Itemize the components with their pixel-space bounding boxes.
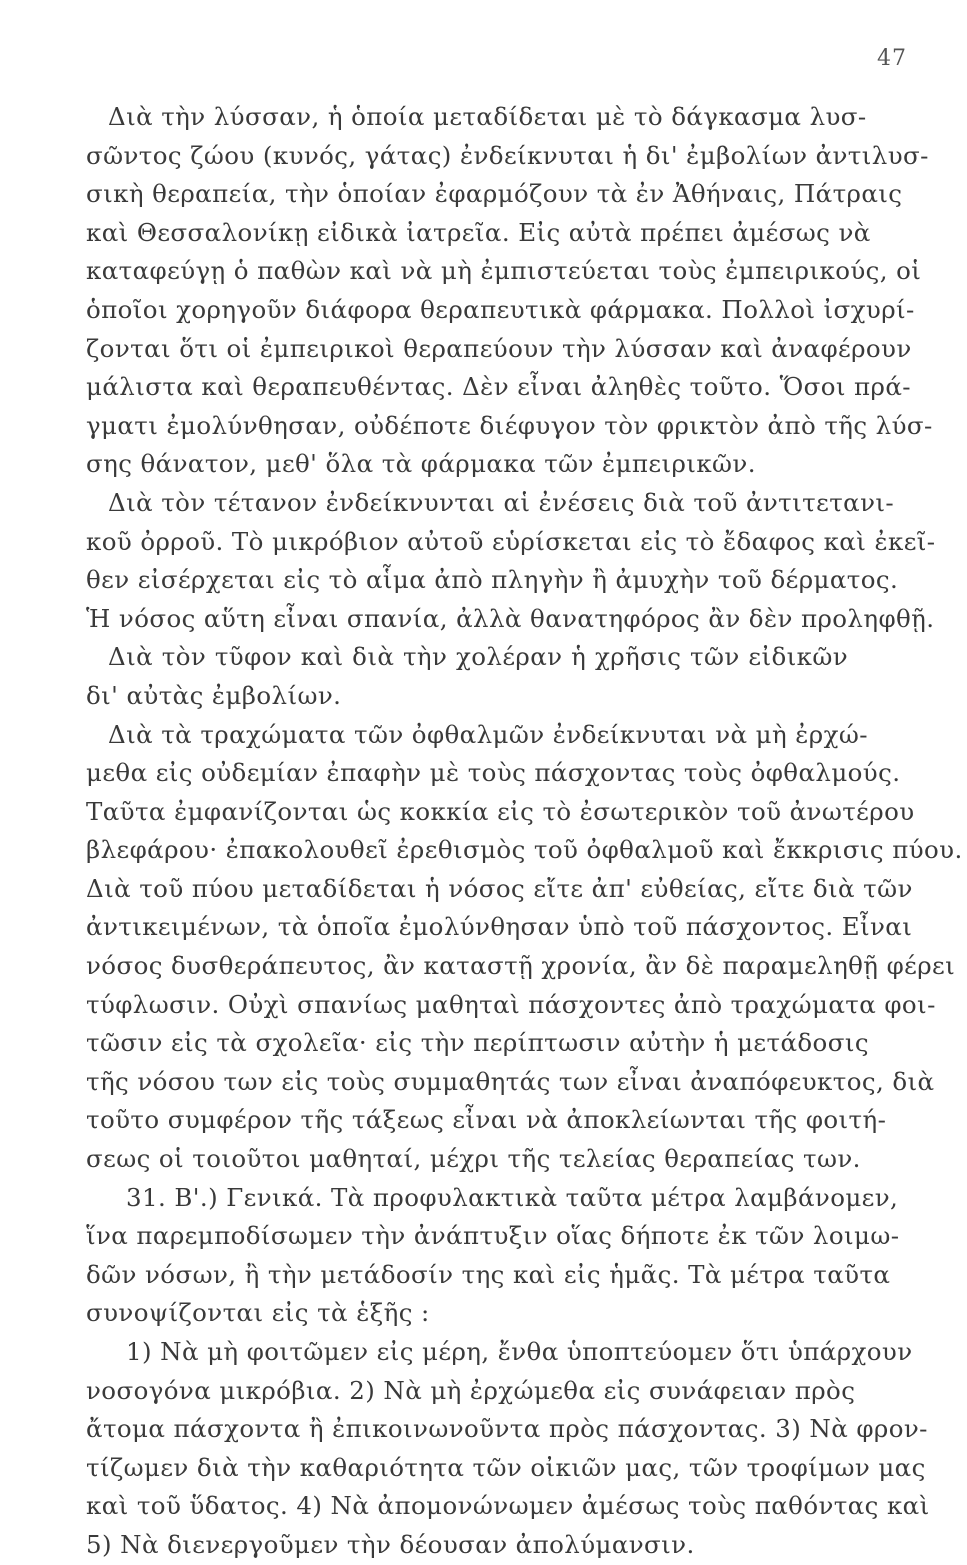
text-line: ἀντικειμένων, τὰ ὁποῖα ἐμολύνθησαν ὑπὸ τοῦ πάσχοντος. Εἶναι (86, 912, 913, 942)
text-line: ἄτομα πάσχοντα ἢ ἐπικοινωνοῦντα πρὸς πάσχοντας. 3) Νὰ φρον- (86, 1414, 928, 1444)
text-line: Διὰ τὰ τραχώματα τῶν ὀφθαλμῶν ἐνδείκνυται νὰ μὴ ἐρχώ- (108, 719, 868, 749)
text-line: ζονται ὅτι οἱ ἐμπειρικοὶ θεραπεύουν τὴν λύσσαν καὶ ἀναφέρουν (86, 333, 912, 363)
text-line: γματι ἐμολύνθησαν, οὐδέποτε διέφυγον τὸν φρικτὸν ἀπὸ τῆς λύσ- (86, 410, 933, 440)
text-line: Διὰ τὴν λύσσαν, ἡ ὁποία μεταδίδεται μὲ τὸ δάγκασμα λυσ- (108, 102, 867, 131)
text-line: τῆς νόσου των εἰς τοὺς συμμαθητάς των εἶναι ἀναπόφευκτος, διὰ (86, 1066, 935, 1096)
text-line: καὶ Θεσσαλονίκῃ εἰδικὰ ἰατρεῖα. Εἰς αὐτὰ πρέπει ἀμέσως νὰ (86, 217, 871, 247)
text-line: τοῦτο συμφέρον τῆς τάξεως εἶναι νὰ ἀποκλείωνται τῆς φοιτή- (86, 1105, 887, 1135)
section-heading-line: 31. Β'.) Γενικά. Τὰ προφυλακτικὰ ταῦτα μέτρα λαμβάνομεν, (126, 1182, 899, 1212)
text-line: σης θάνατον, μεθ' ὅλα τὰ φάρμακα τῶν ἐμπειρικῶν. (86, 449, 756, 479)
text-line: σῶντος ζώου (κυνός, γάτας) ἐνδείκνυται ἡ δι' ἐμβολίων ἀντιλυσ- (86, 140, 929, 170)
body-text (86, 98, 963, 1565)
text-line: συνοψίζονται εἰς τὰ ἑξῆς : (86, 1298, 430, 1328)
text-line: 5) Νὰ διενεργοῦμεν τὴν δέουσαν ἀπολύμανσιν. (86, 1529, 695, 1559)
text-line: νοσογόνα μικρόβια. 2) Νὰ μὴ ἐρχώμεθα εἰς συνάφειαν πρὸς (86, 1375, 856, 1405)
text-line: Διὰ τὸν τῦφον καὶ διὰ τὴν χολέραν ἡ χρῆσις τῶν εἰδικῶν (108, 642, 848, 672)
page-number: 47 (877, 46, 907, 71)
text-line: καὶ τοῦ ὕδατος. 4) Νὰ ἀπομονώνωμεν ἀμέσως τοὺς παθόντας καὶ (86, 1491, 930, 1521)
text-line: τῶσιν εἰς τὰ σχολεῖα· εἰς τὴν περίπτωσιν αὐτὴν ἡ μετάδοσις (86, 1028, 869, 1058)
text-line: σικὴ θεραπεία, τὴν ὁποίαν ἐφαρμόζουν τὰ ἐν Ἀθήναις, Πάτραις (86, 179, 903, 209)
text-line: 1) Νὰ μὴ φοιτῶμεν εἰς μέρη, ἔνθα ὑποπτεύομεν ὅτι ὑπάρχουν (126, 1337, 913, 1366)
text-line: ὁποῖοι χορηγοῦν διάφορα θεραπευτικὰ φάρμακα. Πολλοὶ ἰσχυρί- (86, 294, 915, 324)
text-line: Ταῦτα ἐμφανίζονται ὡς κοκκία εἰς τὸ ἐσωτερικὸν τοῦ ἀνωτέρου (86, 796, 915, 826)
text-line: νόσος δυσθεράπευτος, ἂν καταστῇ χρονία, ἂν δὲ παραμεληθῇ φέρει (86, 951, 956, 981)
text-line: σεως οἱ τοιοῦτοι μαθηταί, μέχρι τῆς τελείας θεραπείας των. (86, 1144, 861, 1174)
text-line: βλεφάρου· ἐπακολουθεῖ ἐρεθισμὸς τοῦ ὀφθαλμοῦ καὶ ἔκκρισις πύου. (86, 835, 963, 865)
text-line: καταφεύγῃ ὁ παθὼν καὶ νὰ μὴ ἐμπιστεύεται τοὺς ἐμπειρικούς, οἱ (86, 256, 922, 286)
text-line: τύφλωσιν. Οὐχὶ σπανίως μαθηταὶ πάσχοντες ἀπὸ τραχώματα φοι- (86, 989, 936, 1019)
text-line: μάλιστα καὶ θεραπευθέντας. Δὲν εἶναι ἀληθὲς τοῦτο. Ὅσοι πρά- (86, 372, 911, 402)
text-line: δι' αὐτὰς ἐμβολίων. (86, 680, 342, 710)
text-line: Διὰ τὸν τέτανον ἐνδείκνυνται αἱ ἐνέσεις διὰ τοῦ ἀντιτετανι- (108, 487, 895, 517)
text-line: δῶν νόσων, ἢ τὴν μετάδοσίν της καὶ εἰς ἡμᾶς. Τὰ μέτρα ταῦτα (86, 1259, 891, 1289)
text-line: ἵνα παρεμποδίσωμεν τὴν ἀνάπτυξιν οἵας δήποτε ἐκ τῶν λοιμω- (86, 1221, 900, 1251)
text-line: κοῦ ὀρροῦ. Τὸ μικρόβιον αὐτοῦ εὑρίσκεται εἰς τὸ ἔδαφος καὶ ἐκεῖ- (86, 526, 936, 556)
text-line: μεθα εἰς οὐδεμίαν ἐπαφὴν μὲ τοὺς πάσχοντας τοὺς ὀφθαλμούς. (86, 758, 901, 788)
text-line: Διὰ τοῦ πύου μεταδίδεται ἡ νόσος εἴτε ἀπ' εὐθείας, εἴτε διὰ τῶν (86, 873, 913, 903)
text-line: θεν εἰσέρχεται εἰς τὸ αἷμα ἀπὸ πληγὴν ἢ ἀμυχὴν τοῦ δέρματος. (86, 565, 899, 595)
text-line: τίζωμεν διὰ τὴν καθαριότητα τῶν οἰκιῶν μας, τῶν τροφίμων μας (86, 1452, 926, 1482)
text-line: Ἡ νόσος αὕτη εἶναι σπανία, ἀλλὰ θανατηφόρος ἂν δὲν προληφθῇ. (86, 603, 935, 633)
